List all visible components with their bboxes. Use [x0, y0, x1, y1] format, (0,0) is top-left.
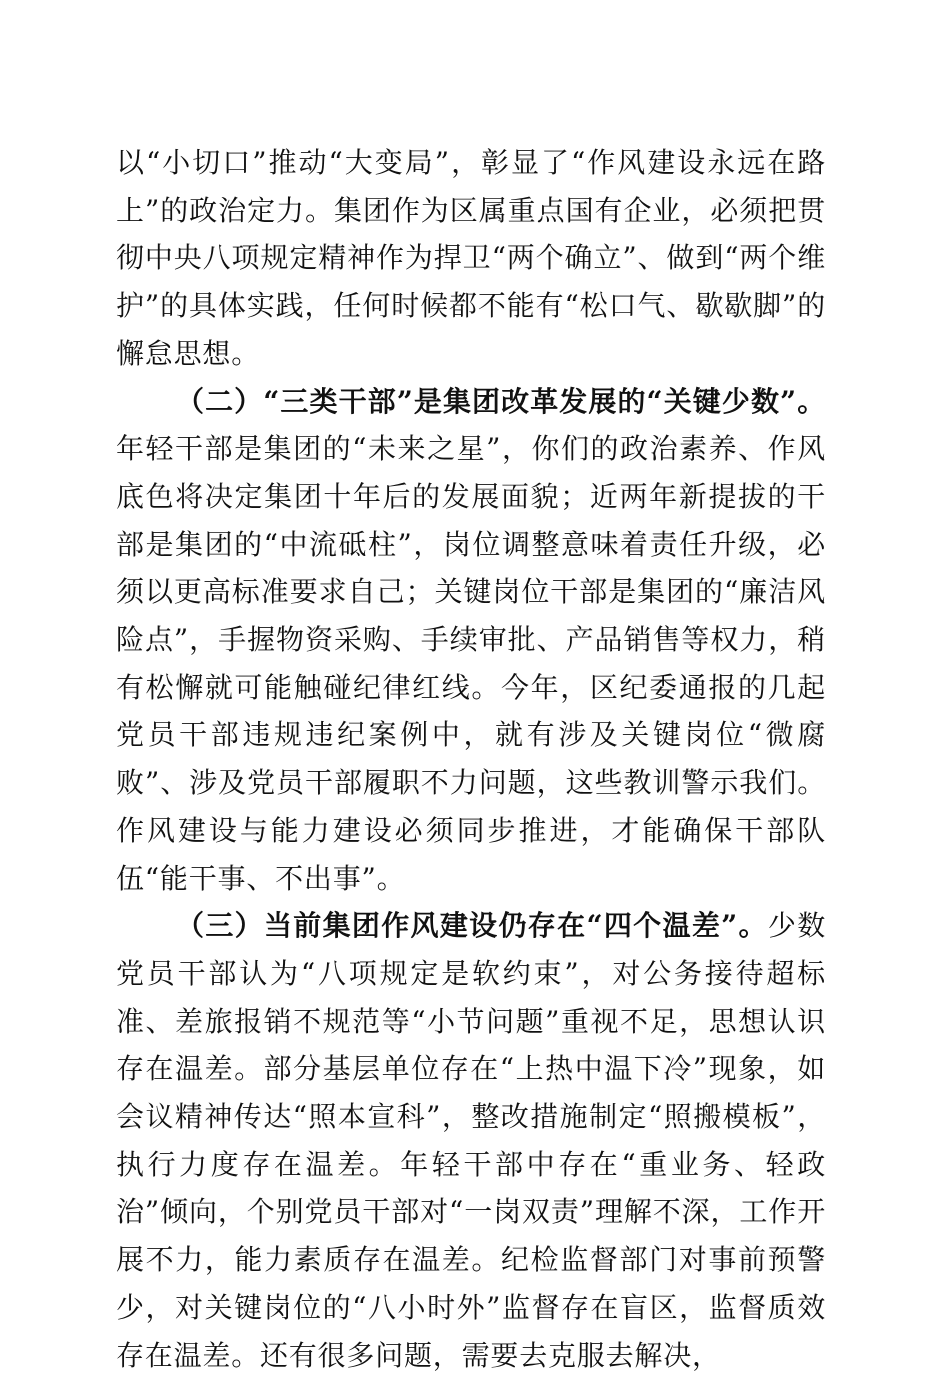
paragraph-text: 以“小切口”推动“大变局”，彰显了“作风建设永远在路上”的政治定力。集团作为区属重点国有企业，必须把贯彻中央八项规定精神作为捍卫“两个确立”、做到“两个维护”的具体实践，任何时候都不能有“松口气、歇歇脚”的懈怠思想。: [116, 146, 826, 370]
document-body: [116, 139, 826, 1379]
paragraph-continuation: [116, 139, 826, 378]
paragraph-four-temperature-gaps: [116, 902, 826, 1379]
paragraph-text: 年轻干部是集团的“未来之星”，你们的政治素养、作风底色将决定集团十年后的发展面貌；近两年新提拔的干部是集团的“中流砥柱”，岗位调整意味着责任升级，必须以更高标准要求自己；关键岗位干部是集团的“廉洁风险点”，手握物资采购、手续审批、产品销售等权力，稍有松懈就可能触碰纪律红线。今年，区纪委通报的几起党员干部违规违纪案例中，就有涉及关键岗位“微腐败”、涉及党员干部履职不力问题，这些教训警示我们。作风建设与能力建设必须同步推进，才能确保干部队伍“能干事、不出事”。: [116, 432, 826, 895]
section-heading-two: （二）“三类干部”是集团改革发展的“关键少数”。: [176, 384, 826, 418]
paragraph-three-types-of-cadres: [116, 378, 826, 903]
paragraph-text: 少数党员干部认为“八项规定是软约束”，对公务接待超标准、差旅报销不规范等“小节问题”重视不足，思想认识存在温差。部分基层单位存在“上热中温下冷”现象，如会议精神传达“照本宣科”，整改措施制定“照搬模板”，执行力度存在温差。年轻干部中存在“重业务、轻政治”倾向，个别党员干部对“一岗双责”理解不深，工作开展不力，能力素质存在温差。纪检监督部门对事前预警少，对关键岗位的“八小时外”监督存在盲区，监督质效存在温差。还有很多问题，需要去克服去解决，: [116, 909, 826, 1372]
section-heading-three: （三）当前集团作风建设仍存在“四个温差”。: [176, 909, 768, 943]
